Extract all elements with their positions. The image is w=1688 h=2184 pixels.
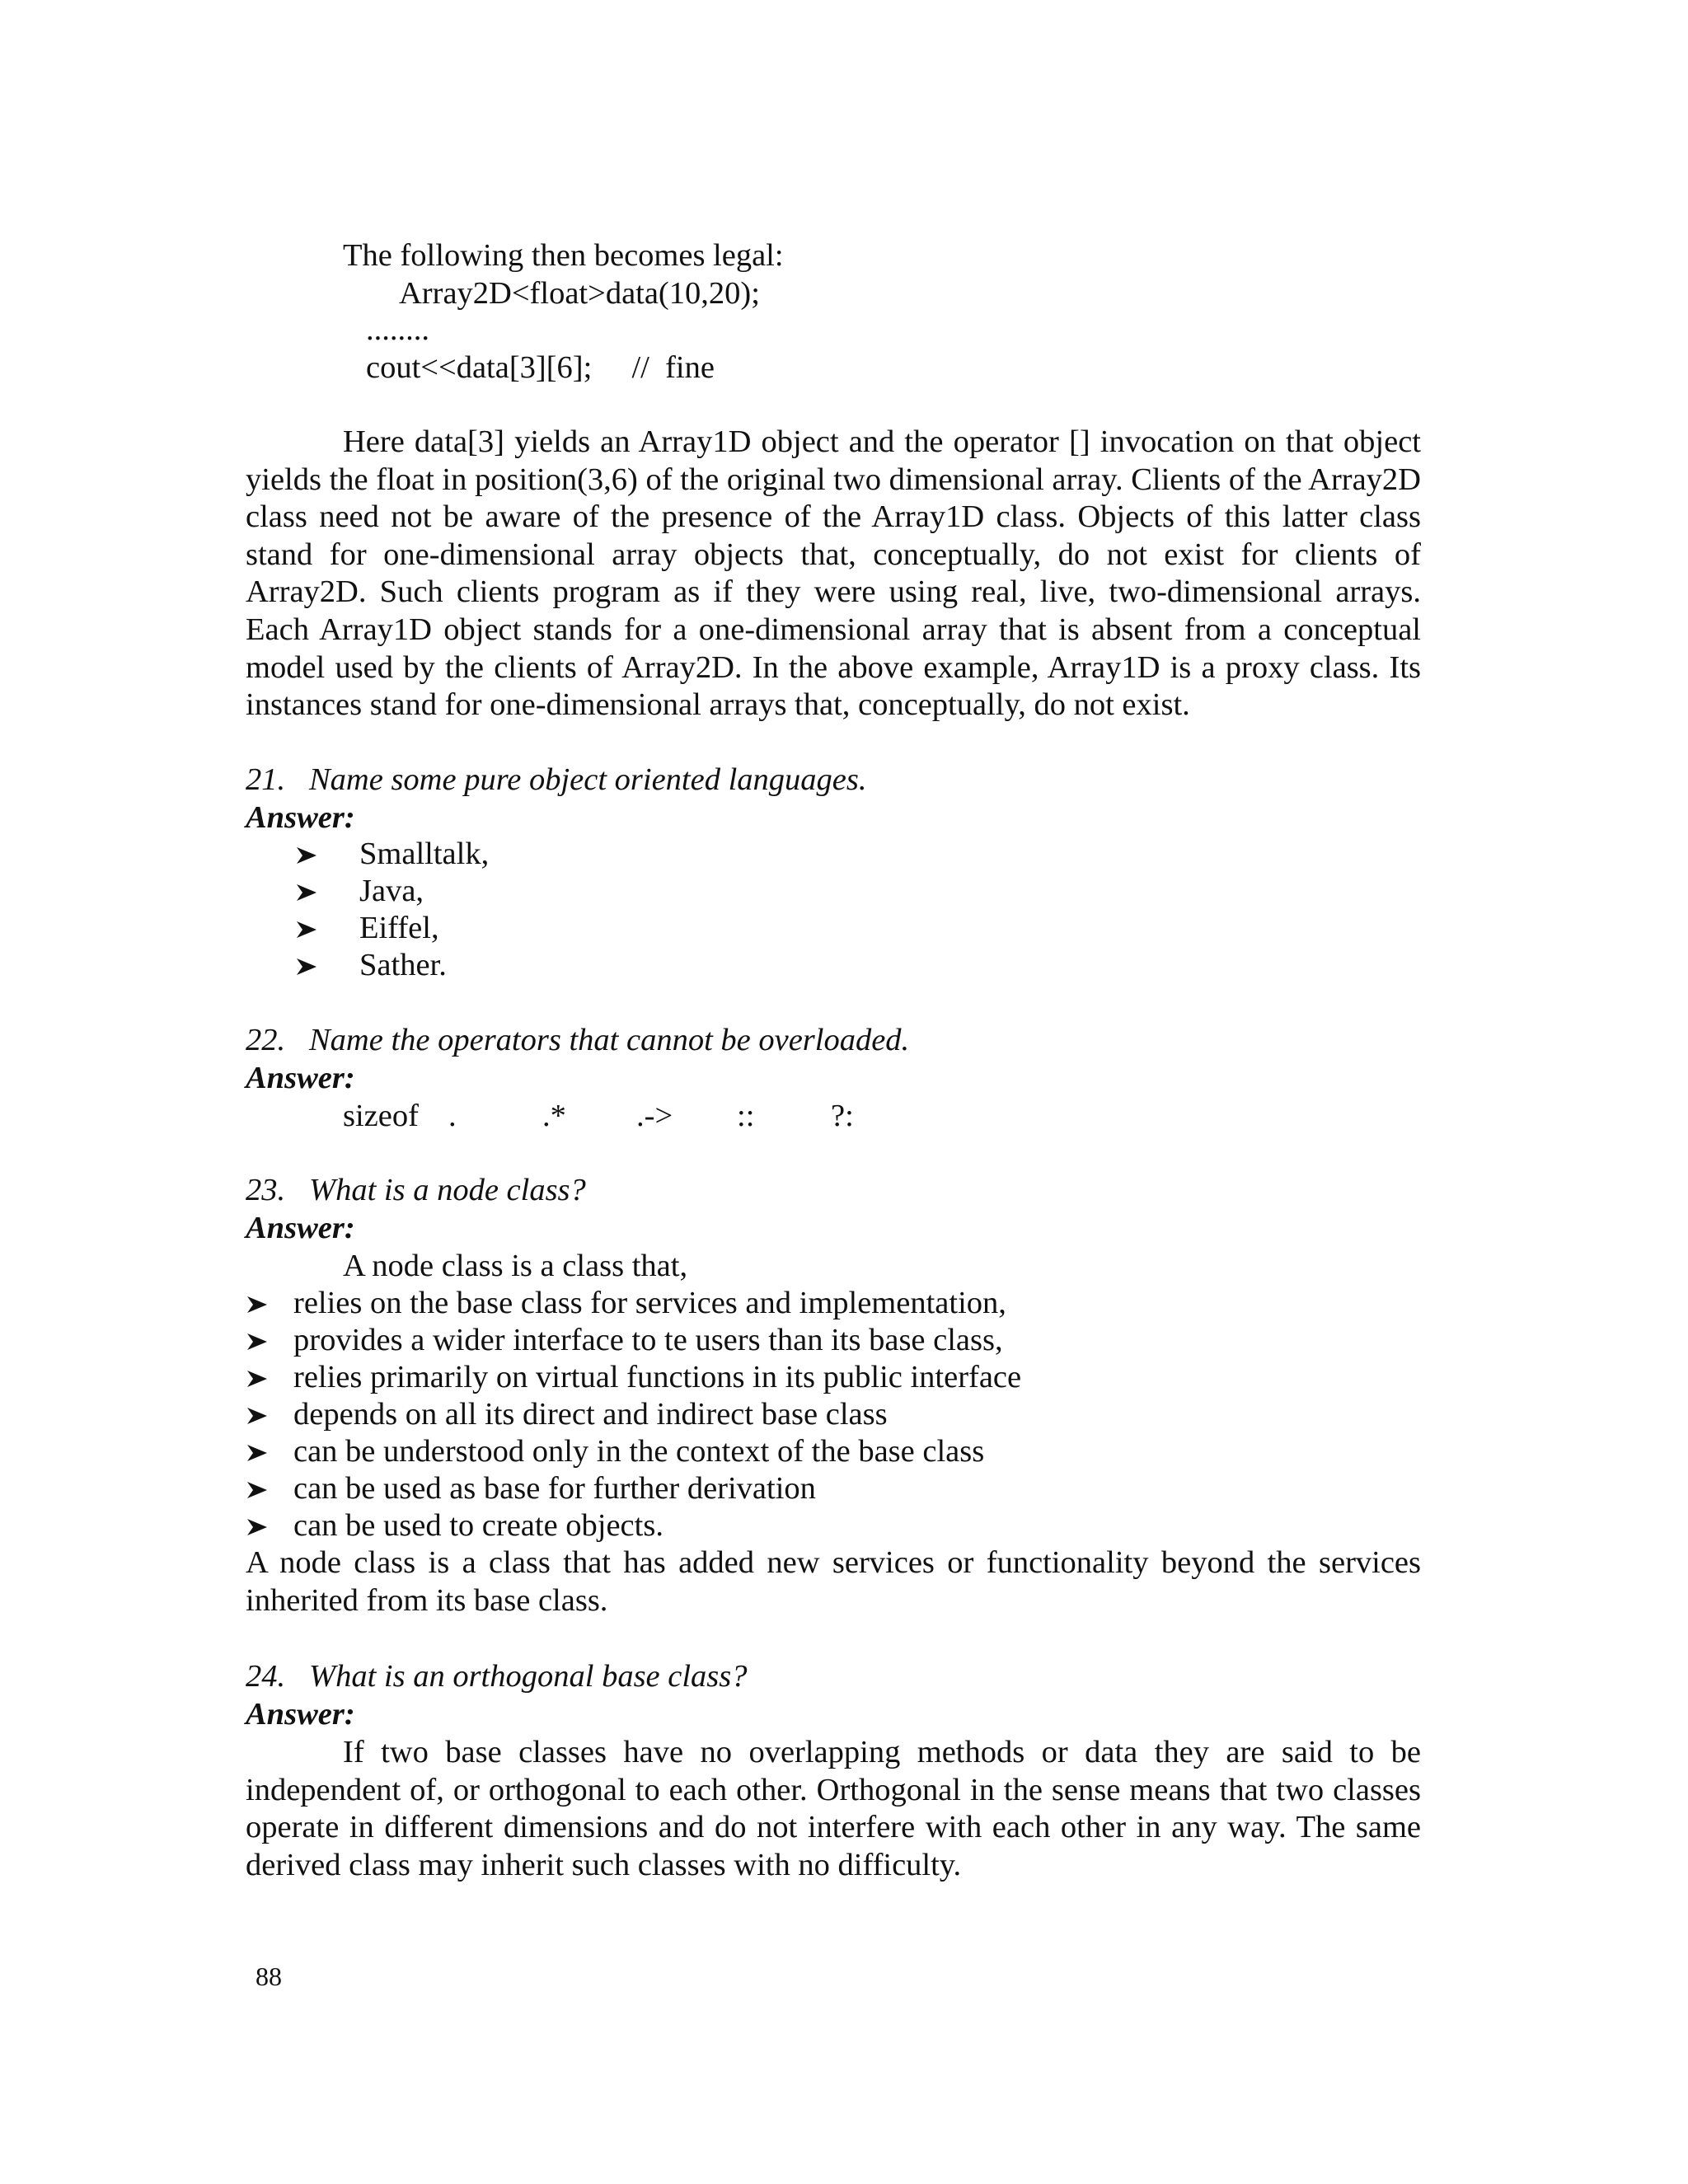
orthogonal-paragraph-text: If two base classes have no overlapping methods or data they are said to be independent of, or orthogonal to each other. Orthogonal in the sense means that two classes operate in different dimensions and do not interfere with each other in any way. The same derived class may inherit such classes with no difficulty. xyxy=(246,1735,1421,1882)
operator-list xyxy=(0,1098,989,1136)
list-item xyxy=(295,873,424,909)
operator-sizeof: sizeof xyxy=(343,1099,419,1133)
node-class-property: can be used to create objects. xyxy=(293,1508,663,1543)
arrowhead-bullet-icon xyxy=(295,920,318,940)
orthogonal-paragraph xyxy=(246,1734,1421,1884)
arrowhead-bullet-icon xyxy=(246,1369,269,1389)
arrowhead-bullet-icon xyxy=(246,1443,269,1463)
arrowhead-bullet-icon xyxy=(295,883,318,902)
code-line-declaration: Array2D<float>data(10,20); xyxy=(399,276,760,311)
list-item xyxy=(295,836,490,872)
language-item: Java, xyxy=(359,874,424,908)
answer-label-24: Answer: xyxy=(246,1697,355,1732)
node-class-summary xyxy=(246,1544,1421,1619)
answer-label-22: Answer: xyxy=(246,1061,355,1095)
question-24: 24. What is an orthogonal base class? xyxy=(246,1659,748,1694)
node-class-property: can be understood only in the context of the base class xyxy=(293,1434,985,1469)
operator-dot: . xyxy=(448,1099,457,1133)
language-item: Smalltalk, xyxy=(359,837,490,871)
page-number: 88 xyxy=(256,1961,282,1991)
question-21: 21. Name some pure object oriented languages. xyxy=(246,762,867,797)
operator-ternary: ?: xyxy=(831,1099,854,1133)
list-item xyxy=(246,1359,1022,1395)
list-item xyxy=(246,1507,663,1544)
answer-label-21: Answer: xyxy=(246,800,355,835)
list-item xyxy=(246,1396,888,1432)
arrowhead-bullet-icon xyxy=(295,846,318,865)
arrowhead-bullet-icon xyxy=(246,1332,269,1352)
node-class-property: relies primarily on virtual functions in its public interface xyxy=(293,1360,1022,1394)
node-class-summary-text: A node class is a class that has added new services or functionality beyond the services inherited from its base class. xyxy=(246,1545,1421,1618)
arrowhead-bullet-icon xyxy=(295,957,318,977)
operator-dot-star: .* xyxy=(542,1099,566,1133)
code-line-cout: cout<<data[3][6]; // fine xyxy=(366,350,715,385)
operator-scope: :: xyxy=(737,1099,755,1133)
list-item xyxy=(246,1470,816,1507)
answer-label-23: Answer: xyxy=(246,1211,355,1245)
node-class-property: can be used as base for further derivation xyxy=(293,1471,816,1506)
arrowhead-bullet-icon xyxy=(246,1480,269,1500)
arrowhead-bullet-icon xyxy=(246,1295,269,1315)
node-class-property: provides a wider interface to te users than its base class, xyxy=(293,1323,1003,1357)
code-line-ellipsis: ........ xyxy=(366,312,429,347)
language-item: Eiffel, xyxy=(359,911,439,945)
arrowhead-bullet-icon xyxy=(246,1406,269,1426)
language-item: Sather. xyxy=(359,948,447,982)
list-item xyxy=(246,1322,1003,1358)
list-item xyxy=(295,947,447,983)
list-item xyxy=(246,1433,985,1469)
question-22: 22. Name the operators that cannot be overloaded. xyxy=(246,1023,910,1057)
question-23: 23. What is a node class? xyxy=(246,1173,586,1207)
operator-dot-arrow: .-> xyxy=(636,1099,673,1133)
proxy-class-paragraph-text: Here data[3] yields an Array1D object and the operator [] invocation on that object yields the float in position(3,6) of the original two dimensional array. Clients of the Array2D class need not be aware of the presence of the Array1D class. Objects of this latter class stand for one-dimensional array objects that, conceptually, do not exist for clients of Array2D. Such clients program as if they were using real, live, two-dimensional arrays. Each Array1D object stands for a one-dimensional array that is absent from a conceptual model used by the clients of Array2D. In the above example, Array1D is a proxy class. Its instances stand for one-dimensional arrays that, conceptually, do not exist. xyxy=(246,424,1421,723)
proxy-class-paragraph xyxy=(246,424,1421,724)
list-item xyxy=(295,910,439,946)
node-class-property: depends on all its direct and indirect base class xyxy=(293,1397,888,1432)
list-item xyxy=(246,1285,1006,1321)
arrowhead-bullet-icon xyxy=(246,1517,269,1537)
code-intro: The following then becomes legal: xyxy=(343,238,784,273)
node-class-property: relies on the base class for services and implementation, xyxy=(293,1286,1006,1320)
node-class-intro: A node class is a class that, xyxy=(343,1249,688,1283)
